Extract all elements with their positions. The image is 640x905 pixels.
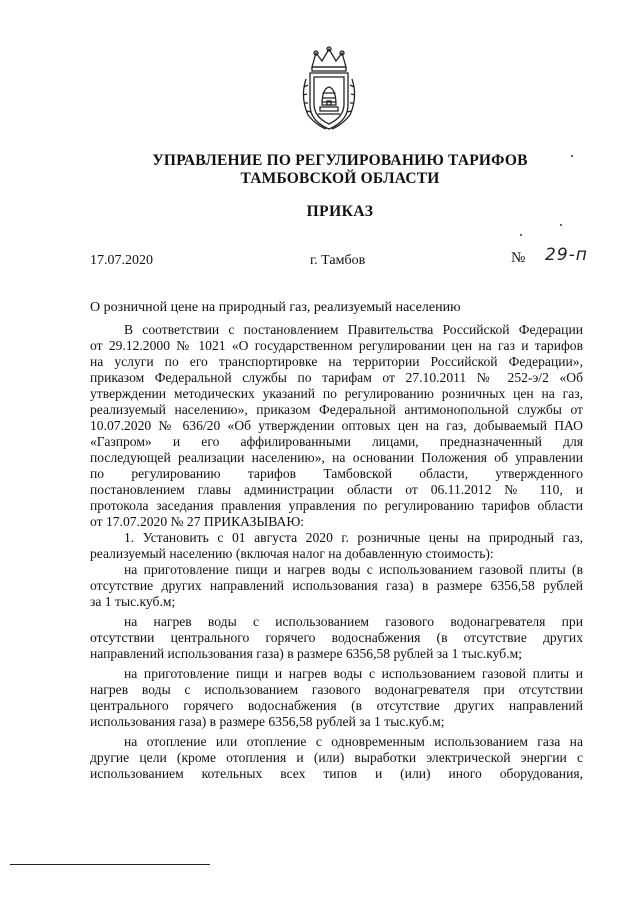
document-subject: О розничной цене на природный газ, реализуемый населению xyxy=(90,300,461,315)
body-line: использованием котельных всех типов и (или) иного оборудования, xyxy=(90,766,583,781)
body-line: отсутствии центрального горячего водоснабжения (в отсутствие других xyxy=(90,630,583,645)
body-line: утверждении методических указаний по регулированию розничных цен на газ, xyxy=(90,386,583,401)
handwritten-document-number: 29-п xyxy=(545,245,588,265)
body-line: на нагрев воды с использованием газового водонагревателя при xyxy=(124,614,583,629)
body-line: по регулированию тарифов Тамбовской области, утвержденного xyxy=(90,466,583,481)
body-line: от 17.07.2020 № 27 ПРИКАЗЫВАЮ: xyxy=(90,514,305,529)
body-line: 10.07.2020 № 636/20 «Об утверждении оптовых цен на газ, добываемый ПАО xyxy=(90,418,583,433)
scan-speck xyxy=(560,224,562,226)
number-sign: № xyxy=(511,250,526,266)
document-body xyxy=(90,322,583,782)
body-line: центрального горячего водоснабжения (в отсутствие других направлений xyxy=(90,698,583,713)
body-line: 1. Установить с 01 августа 2020 г. розничные цены на природный газ, xyxy=(124,530,583,545)
document-type-title: ПРИКАЗ xyxy=(306,203,374,220)
body-line: от 29.12.2000 № 1021 «О государственном регулировании цен на газ и тарифов xyxy=(90,338,583,353)
body-line: за 1 тыс.куб.м; xyxy=(90,594,176,609)
scan-speck xyxy=(520,234,522,236)
body-line: на приготовление пищи и нагрев воды с использованием газовой плиты (в xyxy=(124,562,583,577)
body-line: использования газа) в размере 6356,58 рублей за 1 тыс.куб.м; xyxy=(90,714,445,729)
footer-rule xyxy=(10,864,210,865)
body-line: направлений использования газа) в размере 6356,58 рублей за 1 тыс.куб.м; xyxy=(90,646,522,661)
body-line: на отопление или отопление с одновременным использованием газа на xyxy=(124,734,583,749)
coat-of-arms-emblem xyxy=(298,45,360,133)
body-line: постановлением главы администрации области от 06.11.2012 № 110, и xyxy=(90,482,583,497)
body-line: приказом Федеральной службы по тарифам от 27.10.2011 № 252-э/2 «Об xyxy=(90,370,583,385)
document-date: 17.07.2020 xyxy=(90,253,153,268)
body-line: реализуемый населению», приказом Федеральной антимонопольной службы от xyxy=(90,402,583,417)
body-line: другие цели (кроме отопления и (или) выработки электрической энергии с xyxy=(90,750,583,765)
body-line: отсутствие других направлений использования газа) в размере 6356,58 рублей xyxy=(90,578,583,593)
organization-name-line1: УПРАВЛЕНИЕ ПО РЕГУЛИРОВАНИЮ ТАРИФОВ xyxy=(152,152,528,169)
scan-speck xyxy=(571,155,573,157)
body-line: протокола заседания правления управления по регулированию тарифов области xyxy=(90,498,583,513)
body-line: «Газпром» и его аффилированными лицами, предназначенный для xyxy=(90,434,583,449)
body-line: последующей реализации населению», на основании Положения об управлении xyxy=(90,450,583,465)
body-line: на услуги по его транспортировке на территории Российской Федерации», xyxy=(90,354,583,369)
body-line: В соответствии с постановлением Правительства Российской Федерации xyxy=(124,322,583,337)
organization-name-line2: ТАМБОВСКОЙ ОБЛАСТИ xyxy=(240,170,440,187)
document-city: г. Тамбов xyxy=(310,253,366,268)
body-line: нагрев воды с использованием газового водонагревателя при отсутствии xyxy=(90,682,583,697)
body-line: на приготовление пищи и нагрев воды с использованием газовой плиты и xyxy=(124,666,583,681)
body-line: реализуемый населению (включая налог на добавленную стоимость): xyxy=(90,546,494,561)
